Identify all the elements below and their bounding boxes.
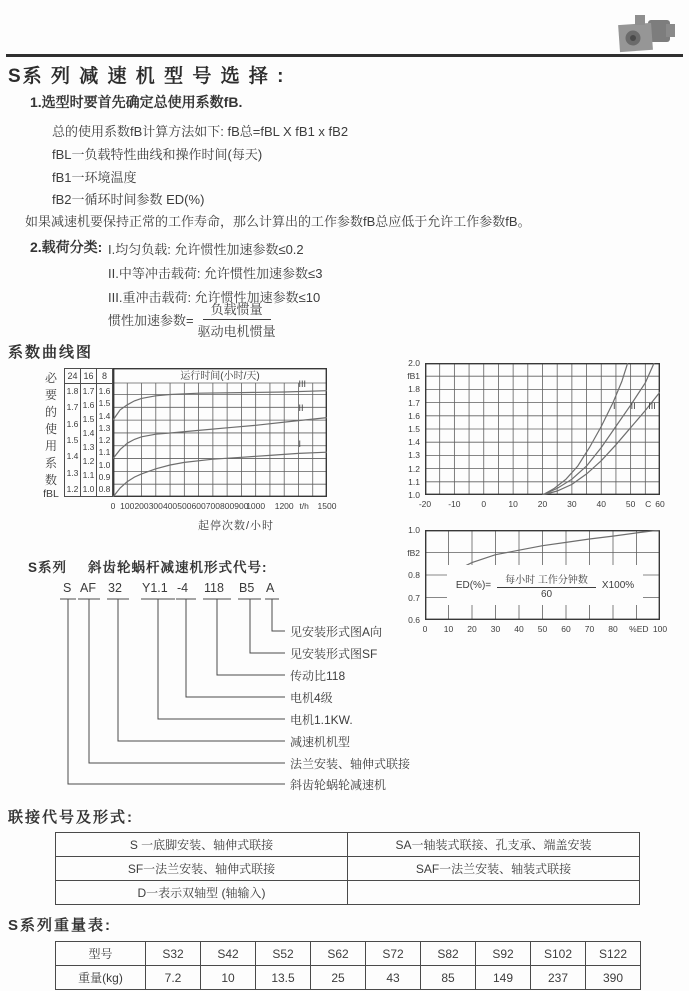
weight-cell: 25 xyxy=(311,966,366,990)
scale-value: 1.5 xyxy=(82,414,95,424)
inertia-formula xyxy=(108,299,276,340)
connection-heading: 联接代号及形式: xyxy=(8,809,134,826)
scale-column-24 xyxy=(65,369,80,496)
x-tick-label: 600 xyxy=(191,501,206,511)
scale-column-values xyxy=(97,384,112,496)
page-title: S系 列 减 速 机 型 号 选 择 : xyxy=(8,66,286,87)
x-tick-label: 40 xyxy=(514,624,524,634)
fbl-scale-columns xyxy=(64,368,113,497)
curve-II xyxy=(113,418,327,459)
fbl-x-axis-label: 起停次数/小时 xyxy=(198,520,275,532)
axis-title-char: 数 xyxy=(44,473,57,487)
curve-label-III: III xyxy=(298,378,306,389)
weight-cell: S122 xyxy=(586,942,641,966)
ed-formula-lhs: ED(%)= xyxy=(455,579,492,591)
weight-cell: S72 xyxy=(366,942,421,966)
table-row xyxy=(56,942,641,966)
y-tick-label: 2.0 xyxy=(408,358,420,368)
weight-cell: 43 xyxy=(366,966,421,990)
scale-value: 1.4 xyxy=(98,410,111,421)
weight-cell: 390 xyxy=(586,966,641,990)
scale-value: 1.5 xyxy=(66,434,79,445)
x-tick-label: 20 xyxy=(537,499,548,509)
curve-label-II: II xyxy=(630,401,636,412)
fb1-x-ticks xyxy=(418,499,665,511)
x-tick-label: 500 xyxy=(177,501,192,511)
table-row xyxy=(56,857,640,881)
code-part-y11: Y1.1 xyxy=(142,581,168,595)
y-tick-label: 1.6 xyxy=(408,410,420,421)
weight-cell: 7.2 xyxy=(146,966,201,990)
y-tick-label: 1.1 xyxy=(408,476,420,487)
table-row xyxy=(56,966,641,990)
scale-column-values xyxy=(81,384,96,496)
fb1-y-ticks xyxy=(392,358,420,500)
formula-fraction xyxy=(198,299,276,340)
code-label-poles: 电机4级 xyxy=(290,691,333,705)
weight-cell: S62 xyxy=(311,942,366,966)
scale-value: 1.0 xyxy=(82,484,95,494)
scale-value: 1.1 xyxy=(82,470,95,480)
scale-value: 1.3 xyxy=(66,467,79,478)
x-tick-label: 0 xyxy=(110,501,116,511)
code-label-flange: 法兰安装、轴伸式联接 xyxy=(290,757,411,771)
y-tick-label: 0.7 xyxy=(408,592,420,603)
sec2-heading: 2.载荷分类: xyxy=(30,239,103,255)
fbl-axis-title xyxy=(40,369,62,500)
x-tick-label: 400 xyxy=(162,501,178,511)
connection-cell xyxy=(348,881,640,905)
axis-unit-fbl: fBL xyxy=(43,488,59,500)
x-tick-label: 70 xyxy=(584,624,595,634)
axis-title-char: 必 xyxy=(44,371,57,385)
code-part-118: 118 xyxy=(204,581,224,595)
formula-numerator: 负载惯量 xyxy=(203,299,271,320)
model-code-series: S系列 xyxy=(28,560,68,575)
x-tick-label: 10 xyxy=(508,499,518,509)
code-label-ratio: 传动比118 xyxy=(290,669,346,683)
weight-cell: S82 xyxy=(421,942,476,966)
sec2-item-3: III.重冲击载荷: 允许惯性加速参数≤10 xyxy=(108,290,321,305)
scale-column-header: 24 xyxy=(65,369,80,384)
curve-III xyxy=(113,391,327,420)
sec1-line-fb1: fB1一环境温度 xyxy=(52,170,137,185)
axis-title-char: 要 xyxy=(44,388,57,402)
y-tick-label: 1.2 xyxy=(408,463,420,474)
sec1-line-fb-formula: 总的使用系数fB计算方法如下: fB总=fBL X fB1 x fB2 xyxy=(52,124,349,139)
y-tick-label: 0.8 xyxy=(408,570,420,580)
formula-denominator: 驱动电机惯量 xyxy=(197,324,276,339)
scale-column-header: 8 xyxy=(97,369,112,384)
sec2-item-1: I.均匀负载: 允许惯性加速参数≤0.2 xyxy=(108,242,304,257)
scale-value: 1.7 xyxy=(66,402,79,413)
table-row xyxy=(56,833,640,857)
weight-cell: S92 xyxy=(476,942,531,966)
y-tick-label: 1.7 xyxy=(408,397,420,408)
code-label-power: 电机1.1KW. xyxy=(290,713,353,727)
x-tick-label: -10 xyxy=(448,499,461,509)
y-tick-label: 1.3 xyxy=(408,450,420,461)
fb2-ed-formula xyxy=(447,565,643,605)
axis-title-char: 的 xyxy=(44,405,57,419)
scale-value: 1.5 xyxy=(98,398,111,409)
x-tick-label: 200 xyxy=(134,501,149,511)
scale-value: 1.4 xyxy=(82,428,95,438)
y-tick-label: 0.6 xyxy=(408,615,420,625)
connection-cell: SAF一法兰安装、轴装式联接 xyxy=(348,857,640,881)
weight-cell: 10 xyxy=(201,966,256,990)
weight-heading: S系列重量表: xyxy=(8,917,113,934)
weight-cell: S32 xyxy=(146,942,201,966)
scale-value: 1.6 xyxy=(98,386,111,396)
weight-cell: S102 xyxy=(531,942,586,966)
y-tick-label: fB1 xyxy=(407,371,420,382)
x-tick-label: 700 xyxy=(205,501,220,511)
model-code-heading: 斜齿轮蜗杆减速机形式代号: xyxy=(88,560,268,575)
scale-value: 0.9 xyxy=(98,471,111,482)
weight-cell: 85 xyxy=(421,966,476,990)
code-part-a: A xyxy=(266,581,275,595)
weight-cell: 149 xyxy=(476,966,531,990)
x-tick-label: 30 xyxy=(490,624,501,634)
grid-lines xyxy=(425,363,660,495)
scale-value: 1.8 xyxy=(66,386,79,396)
code-label-mount-sf: 见安装形式图SF xyxy=(290,647,378,661)
x-tick-label: 800 xyxy=(220,501,235,511)
scale-value: 1.2 xyxy=(82,456,95,466)
code-part-b5: B5 xyxy=(239,581,255,595)
code-label-frame: 减速机机型 xyxy=(290,735,351,749)
plot-frame xyxy=(114,369,327,497)
weight-cell: 重量(kg) xyxy=(56,966,146,990)
scale-column-header: 16 xyxy=(81,369,96,384)
fb2-x-ticks xyxy=(422,624,668,636)
sec1-heading: 1.选型时要首先确定总使用系数fB. xyxy=(30,94,243,110)
y-tick-label: 1.0 xyxy=(408,525,420,535)
curve-label-I: I xyxy=(298,439,301,450)
x-tick-label: 40 xyxy=(596,499,606,509)
y-tick-label: 1.5 xyxy=(408,424,420,434)
connection-cell: S 一底脚安装、轴伸式联接 xyxy=(56,833,348,857)
charts-heading: 系数曲线图 xyxy=(8,344,94,361)
sec1-note: 如果减速机要保持正常的工作寿命，那么计算出的工作参数fB总应低于允许工作参数fB。 xyxy=(25,214,531,229)
weight-cell: S42 xyxy=(201,942,256,966)
fbl-x-ticks xyxy=(110,501,337,513)
curve-label-I: I xyxy=(613,401,616,412)
connection-cell: D一表示双轴型 (轴输入) xyxy=(56,881,348,905)
code-leader-lines xyxy=(50,595,290,795)
x-tick-label: t/h xyxy=(299,501,309,511)
scale-value: 1.1 xyxy=(98,447,111,458)
scale-value: 1.2 xyxy=(98,435,111,445)
sec1-line-fb2: fB2一循环时间参数 ED(%) xyxy=(52,192,205,207)
x-tick-label: 50 xyxy=(537,624,548,634)
x-tick-label: -20 xyxy=(418,499,432,509)
gearmotor-photo xyxy=(612,9,682,57)
x-tick-label: 1200 xyxy=(274,501,294,511)
x-tick-label: 1000 xyxy=(246,501,266,511)
axis-title-char: 使 xyxy=(44,422,57,436)
scale-column-8 xyxy=(96,369,112,496)
ed-formula-fraction xyxy=(497,571,596,600)
ed-formula-rhs: X100% xyxy=(601,579,635,591)
curves xyxy=(113,391,327,497)
connection-cell: SF一法兰安装、轴伸式联接 xyxy=(56,857,348,881)
x-tick-label: 100 xyxy=(652,624,668,634)
connection-table xyxy=(55,832,640,905)
x-tick-label: 30 xyxy=(567,499,577,509)
top-rule xyxy=(6,54,683,57)
scale-value: 1.2 xyxy=(66,483,79,494)
y-tick-label: 1.8 xyxy=(408,384,420,395)
code-part-32: 32 xyxy=(108,581,122,595)
axis-title-char: 系 xyxy=(44,456,57,470)
sec2-item-2: II.中等冲击载荷: 允许惯性加速参数≤3 xyxy=(108,266,323,281)
grid-lines xyxy=(113,383,327,497)
x-tick-label: 100 xyxy=(120,501,135,511)
x-tick-label: 0 xyxy=(481,499,487,509)
x-tick-label: 0 xyxy=(422,624,428,634)
x-tick-label: 20 xyxy=(467,624,477,634)
code-part-4: -4 xyxy=(177,581,189,595)
connection-cell: SA一轴装式联接、孔支承、端盖安装 xyxy=(348,833,640,857)
x-tick-label: 60 xyxy=(561,624,571,634)
scale-value: 1.6 xyxy=(82,400,95,410)
y-tick-label: 1.0 xyxy=(408,490,420,500)
chart-title: 运行时间(小时/天) xyxy=(180,371,260,382)
code-part-s: S xyxy=(63,581,72,595)
scale-column-16 xyxy=(80,369,96,496)
curve-label-II: II xyxy=(298,403,304,414)
weight-table xyxy=(55,941,641,990)
x-tick-label: 50 xyxy=(625,499,636,509)
fb2-y-ticks xyxy=(392,525,420,625)
code-label-type: 斜齿轮蜗轮减速机 xyxy=(290,778,387,792)
weight-cell: 237 xyxy=(531,966,586,990)
scale-value: 1.6 xyxy=(66,418,79,429)
chart-fb1-plot xyxy=(425,363,660,495)
weight-cell: 13.5 xyxy=(256,966,311,990)
code-label-mount-a: 见安装形式图A向 xyxy=(290,625,383,639)
y-tick-label: fB2 xyxy=(407,547,420,558)
x-tick-label: 1500 xyxy=(317,501,337,511)
x-tick-label: 80 xyxy=(608,624,618,634)
scale-value: 1.3 xyxy=(98,422,111,433)
x-tick-label: %ED xyxy=(629,624,649,634)
scale-value: 0.8 xyxy=(98,484,111,494)
x-tick-label: C xyxy=(645,499,652,509)
ed-formula-denominator: 60 xyxy=(540,588,553,600)
code-part-af: AF xyxy=(80,581,96,595)
axis-title-char: 用 xyxy=(44,439,57,453)
x-tick-label: 10 xyxy=(443,624,454,634)
y-tick-label: 1.4 xyxy=(408,437,420,448)
chart-fbl-plot xyxy=(113,368,327,497)
scale-value: 1.3 xyxy=(82,442,95,452)
formula-lhs: 惯性加速参数= xyxy=(108,313,194,328)
weight-cell: 型号 xyxy=(56,942,146,966)
x-tick-label: 300 xyxy=(148,501,163,511)
weight-cell: S52 xyxy=(256,942,311,966)
scale-value: 1.4 xyxy=(66,451,79,462)
ed-formula-numerator: 每小时 工作分钟数 xyxy=(497,571,596,588)
scale-value: 1.0 xyxy=(98,459,111,470)
curve-label-III: III xyxy=(648,401,656,412)
sec1-line-fbl: fBL一负载特性曲线和操作时间(每天) xyxy=(52,147,263,162)
x-tick-label: 900 xyxy=(234,501,249,511)
scale-column-values xyxy=(65,384,80,496)
table-row xyxy=(56,881,640,905)
x-tick-label: 60 xyxy=(655,499,665,509)
scale-value: 1.7 xyxy=(82,386,95,396)
